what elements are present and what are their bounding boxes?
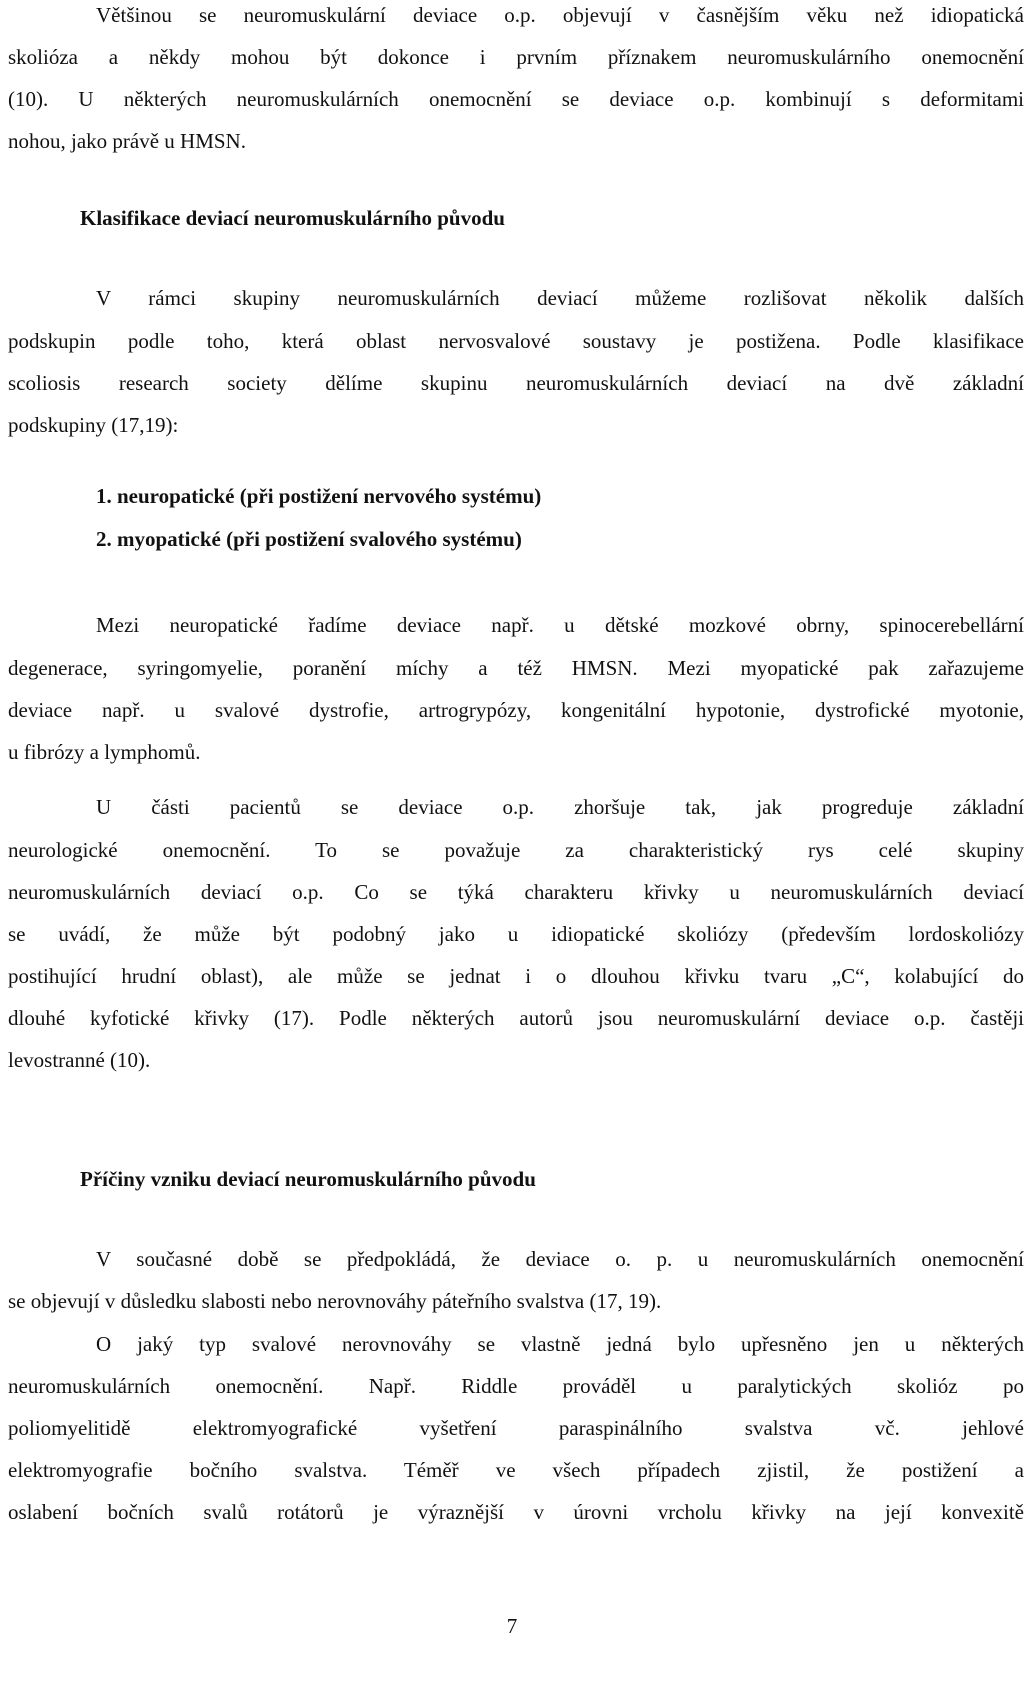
list-item-myopathic [96,529,1024,550]
list-item-label: neuropatické (při postižení nervového systému) [117,484,542,508]
list-bullet: 2. [96,527,117,551]
paragraph-5-line-2: se objevují v důsledku slabosti nebo nerovnováhy páteřního svalstva (17, 19). [8,1289,662,1313]
paragraph-5-line-7: oslabení bočních svalů rotátorů je výraznější v úrovni vrcholu křivky na její konvexitě [8,1500,1024,1524]
paragraph-3-line-2: degenerace, syringomyelie, poranění míchy a též HMSN. Mezi myopatické pak zařazujeme [8,656,1024,680]
section-heading-causes: Příčiny vzniku deviací neuromuskulárního původu [80,1167,536,1191]
paragraph-5-line-5: poliomyelitidě elektromyografické vyšetření paraspinálního svalstva vč. jehlové [8,1416,1024,1440]
paragraph-5-line-3: O jaký typ svalové nerovnováhy se vlastně jedná bylo upřesněno jen u některých [96,1332,1024,1356]
paragraph-4-line-1: U části pacientů se deviace o.p. zhoršuje tak, jak progreduje základní [96,795,1024,819]
paragraph-1-line-3: (10). U některých neuromuskulárních onemocnění se deviace o.p. kombinují s deformitami [8,87,1024,111]
paragraph-4-line-7: levostranné (10). [8,1048,151,1072]
paragraph-4-line-5: postihující hrudní oblast), ale může se jednat i o dlouhou křivku tvaru „C“, kolabující do [8,964,1024,988]
paragraph-5-line-4: neuromuskulárních onemocnění. Např. Riddle prováděl u paralytických skolióz po [8,1374,1024,1398]
paragraph-4-line-6: dlouhé kyfotické křivky (17). Podle některých autorů jsou neuromuskulární deviace o.p. častěji [8,1006,1024,1030]
paragraph-4-line-2: neurologické onemocnění. To se považuje za charakteristický rys celé skupiny [8,838,1024,862]
paragraph-2-line-3: scoliosis research society dělíme skupinu neuromuskulárních deviací na dvě základní [8,371,1024,395]
paragraph-1-line-4: nohou, jako právě u HMSN. [8,129,246,153]
paragraph-5-line-1: V současné době se předpokládá, že deviace o. p. u neuromuskulárních onemocnění [96,1247,1024,1271]
paragraph-3-line-4: u fibrózy a lymphomů. [8,740,201,764]
list-item-neuropathic [96,486,1024,507]
section-heading-classification: Klasifikace deviací neuromuskulárního původu [80,206,505,230]
paragraph-5-line-6: elektromyografie bočního svalstva. Téměř ve všech případech zjistil, že postižení a [8,1458,1024,1482]
paragraph-3-line-3: deviace např. u svalové dystrofie, artrogrypózy, kongenitální hypotonie, dystrofické myotonie, [8,698,1024,722]
paragraph-4-line-4: se uvádí, že může být podobný jako u idiopatické skoliózy (především lordoskoliózy [8,922,1024,946]
paragraph-2-line-4: podskupiny (17,19): [8,413,179,437]
list-item-label: myopatické (při postižení svalového systému) [117,527,522,551]
paragraph-2-line-2: podskupin podle toho, která oblast nervosvalové soustavy je postižena. Podle klasifikace [8,329,1024,353]
paragraph-3-line-1: Mezi neuropatické řadíme deviace např. u dětské mozkové obrny, spinocerebellární [96,613,1024,637]
paragraph-2-line-1: V rámci skupiny neuromuskulárních deviací můžeme rozlišovat několik dalších [96,286,1024,310]
page-number: 7 [506,1614,518,1638]
list-bullet: 1. [96,484,117,508]
paragraph-4-line-3: neuromuskulárních deviací o.p. Co se týká charakteru křivky u neuromuskulárních deviací [8,880,1024,904]
paragraph-1-line-1: Většinou se neuromuskulární deviace o.p. objevují v časnějším věku než idiopatická [96,3,1024,27]
paragraph-1-line-2: skolióza a někdy mohou být dokonce i prvním příznakem neuromuskulárního onemocnění [8,45,1024,69]
